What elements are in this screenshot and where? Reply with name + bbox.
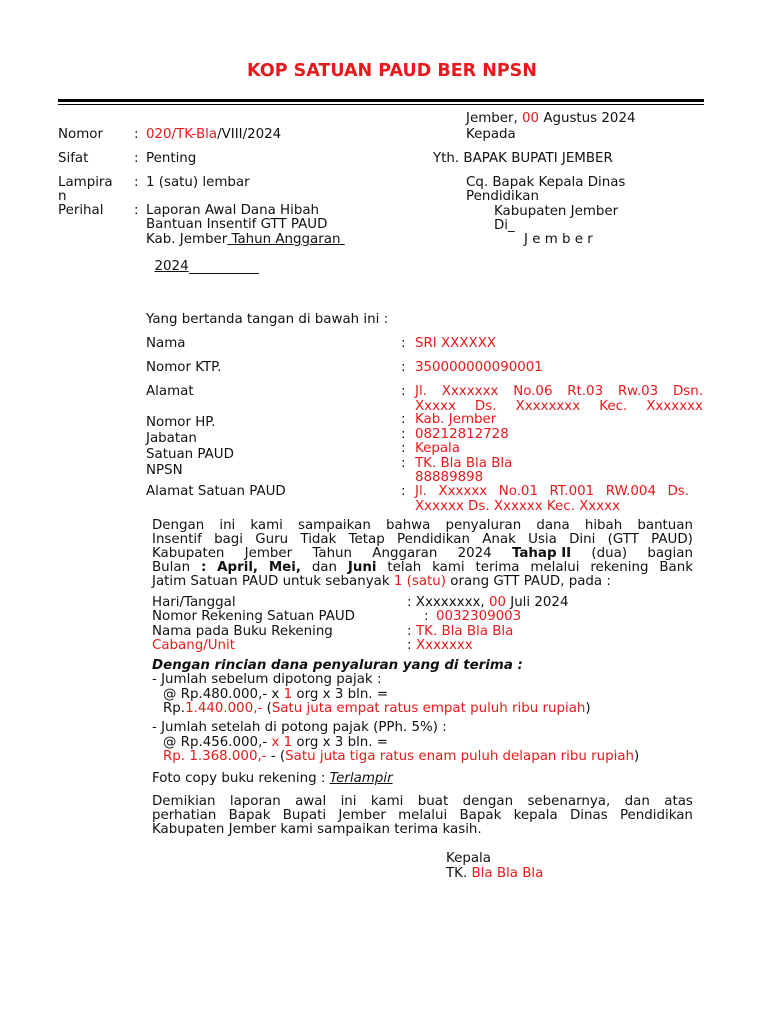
word: Jember [244,546,293,561]
after-calc-count: x 1 [271,735,293,750]
header-rule-thick [58,99,704,102]
signature-title: Kepala [446,851,491,866]
word: Tahap II [511,546,572,561]
alamat-paud-value [415,485,689,514]
nomor-prefix: 020/TK-Bla [146,127,218,142]
word: terima [475,560,520,575]
page-title: KOP SATUAN PAUD BER NPSN [247,61,537,81]
word: Kec. [599,399,628,414]
word: Jl. [415,384,427,399]
perihal-line-4 [146,246,259,274]
ktp-value: 350000000090001 [415,360,543,375]
word: kepala [513,808,558,823]
word: melalui [398,808,448,823]
nomor-value [146,128,281,142]
after-tax-calc [163,736,388,750]
word: (dua) [591,546,628,561]
perihal-line-1: Laporan Awal Dana Hibah [146,203,320,218]
word: Demikian [152,794,216,809]
jabatan-value: 08212812728 [415,427,509,442]
jabatan-colon: : [401,427,406,442]
word: Bapak [459,808,502,823]
word: Dinas [569,808,608,823]
before-total-prefix: Rp. [163,701,186,716]
body-line-2 [152,533,693,547]
word: : [200,560,207,575]
recipient-di: Di_ [494,218,515,233]
satuan-label: Satuan PAUD [146,447,234,462]
after-calc-b: org x 3 bln. = [296,735,389,750]
word: Anak [482,532,516,547]
word: awal [295,794,327,809]
signature-org-name: Bla Bla Bla [471,866,544,881]
recipient-city: J e m b e r [524,232,593,247]
word: No.06 [513,384,553,399]
body-line-3 [152,547,693,561]
date-place: Jember, [466,111,518,126]
hari-label: Hari/Tanggal [152,595,236,610]
word: rekening [590,560,649,575]
ktp-label: Nomor KTP. [146,360,222,375]
foto-value: Terlampir [329,771,393,786]
word: Rw.03 [617,384,659,399]
recipient-kab: Kabupaten Jember [494,204,619,219]
nama-rekening-colon: : [407,624,412,639]
word: Pendidikan [619,808,693,823]
letter-date [466,112,635,126]
alamat-paud-line-1 [415,485,689,500]
sifat-colon: : [134,151,139,166]
foto-label: Foto copy buku rekening : [152,771,326,786]
word: Xxxxxx [438,484,488,499]
sifat-label: Sifat [58,151,89,166]
nomor-suffix: /VIII/2024 [217,127,282,142]
body-line-5 [152,575,693,589]
before-calc-b: org x 3 bln. = [296,687,389,702]
word: melalui [530,560,580,575]
after-tax-label: - Jumlah setelah di potong pajak (PPh. 5%) : [152,720,447,735]
word: ini [340,794,357,809]
hp-label: Nomor HP. [146,415,216,430]
word: dan [624,794,650,809]
before-total-amount: 1.440.000,- [185,701,263,716]
word: bagian [647,546,693,561]
nama-label: Nama [146,336,186,351]
kepada: Kepada [466,127,516,142]
word: Tidak [300,532,337,547]
word: dana [536,518,570,533]
jabatan-label: Jabatan [146,431,197,446]
before-words-close: ) [585,701,591,716]
nama-rekening-label: Nama pada Buku Rekening [152,624,333,639]
npsn-colon: : [401,456,406,471]
word: PAUD) [651,532,693,547]
word: Tahun [312,546,353,561]
satuan-value: Kepala [415,441,460,456]
word: bagi [214,532,244,547]
lampiran-colon: : [134,175,139,190]
recipient-yth: Yth. BAPAK BUPATI JEMBER [433,151,613,166]
word: Bank [659,560,693,575]
body-line-4 [152,561,693,575]
word: bantuan [637,518,693,533]
hp-value: Kab. Jember [415,412,497,427]
word: Mei, [268,560,301,575]
word: No.01 [498,484,538,499]
before-words: Satu juta empat ratus empat puluh ribu rupiah [271,701,586,716]
npsn-label: NPSN [146,463,183,478]
identity-intro: Yang bertanda tangan di bawah ini : [146,312,389,327]
lampiran-label-1: Lampira [58,175,113,190]
word: dan [311,560,338,575]
before-tax-label: - Jumlah sebelum dipotong pajak : [152,672,382,687]
word: Insentif [152,532,202,547]
word: sebenarnya, [527,794,611,809]
word: RW.004 [605,484,656,499]
nomor-label: Nomor [58,127,103,142]
word: Bapak [228,808,271,823]
word: Xxxxx [415,399,456,414]
alamat-paud-label: Alamat Satuan PAUD [146,484,286,499]
word: perhatian [152,808,217,823]
before-calc-a: @ Rp.480.000,- x [163,687,280,702]
word: dengan [462,794,514,809]
before-tax-total [163,702,591,716]
nama-colon: : [401,336,406,351]
after-calc-a: @ Rp.456.000,- [163,735,268,750]
before-tax-calc [163,688,388,702]
nomor-colon: : [134,127,139,142]
body-line-5-c: orang GTT PAUD, pada : [450,574,611,589]
closing-line-3: Kabupaten Jember kami sampaikan terima kasih. [152,822,482,837]
word: Xxxxxxxx [515,399,581,414]
cabang-label: Cabang/Unit [152,638,236,653]
word: atas [664,794,693,809]
after-words-close: ) [634,749,640,764]
perihal-tahun: Tahun Anggaran [227,232,345,247]
word: 2024 [457,546,492,561]
cabang-value: Xxxxxxx [416,638,473,653]
word: hibah [584,518,623,533]
perihal-blank-line [189,260,259,274]
ktp-colon: : [401,360,406,375]
alamat-line-1 [415,385,703,400]
date-month-year: Agustus 2024 [543,111,636,126]
alamat-paud-line-2: Xxxxxx Ds. Xxxxxx Kec. Xxxxx [415,499,621,514]
word: Dsn. [672,384,703,399]
body-line-1 [152,519,693,533]
word: RT.001 [549,484,595,499]
perihal-year: 2024 [154,259,189,274]
after-words: Satu juta tiga ratus enam puluh delapan ribu rupiah [285,749,635,764]
word: Rt.03 [567,384,604,399]
word: Bulan [152,560,191,575]
nama-rekening-value: TK. Bla Bla Bla [416,624,514,639]
word: laporan [229,794,281,809]
closing-line-1 [152,795,693,809]
alamat-value [415,385,703,415]
alamat-paud-colon: : [401,484,406,499]
rekening-label: Nomor Rekening Satuan PAUD [152,609,355,624]
closing-line-2 [152,809,693,823]
lampiran-value: 1 (satu) lembar [146,175,250,190]
alamat-label: Alamat [146,384,194,399]
recipient-pendidikan: Pendidikan [466,189,539,204]
header-rule-thin [58,104,704,105]
rekening-value: 0032309003 [436,609,522,624]
word: kami [432,560,465,575]
date-day: 00 [522,111,540,126]
closing-paragraph [152,795,693,837]
after-words-open: ( [279,749,286,764]
word: sampaikan [298,518,371,533]
cabang-colon: : [407,638,412,653]
word: Jember [338,808,386,823]
word: Xxxxxxx [646,399,703,414]
word: Guru [255,532,289,547]
word: Anggaran [372,546,438,561]
after-tax-total: Rp. 1.368.000,- - (Satu juta tiga ratus enam puluh delapan ribu rupiah) [163,749,640,764]
perihal-line-2: Bantuan Insentif GTT PAUD [146,217,328,232]
word: kami [370,794,404,809]
hari-suffix: Juli 2024 [510,595,569,610]
word: telah [387,560,422,575]
word: ini [219,518,236,533]
nama-value: SRI XXXXXX [415,336,497,351]
word: Dengan [152,518,205,533]
foto-copy-line [152,772,393,786]
sifat-value: Penting [146,151,197,166]
word: Xxxxxxx [441,384,499,399]
word: April, [217,560,258,575]
perihal-kab: Kab. Jember [146,232,228,247]
word: Ds. [474,399,497,414]
word: Usia [528,532,557,547]
after-total-amount: Rp. 1.368.000,- [163,749,267,764]
before-words-open: ( [266,701,272,716]
hari-value [407,596,568,610]
hari-prefix: : Xxxxxxxx, [407,595,485,610]
perihal-line-3 [146,233,345,247]
signature-org [446,867,543,881]
signature-org-prefix: TK. [446,866,468,881]
word: Bupati [282,808,327,823]
word: kami [250,518,283,533]
satuan-colon: : [401,441,406,456]
word: Kabupaten [152,546,225,561]
word: (GTT [607,532,639,547]
word: Dini [569,532,596,547]
before-calc-count: 1 [283,687,293,702]
word: buat [417,794,449,809]
recipient-cq: Cq. Bapak Kepala Dinas [466,175,626,190]
hari-day: 00 [488,595,506,610]
alamat-colon: : [401,384,406,399]
perihal-label: Perihal [58,203,104,218]
word: Tetap [348,532,385,547]
body-line-5-a: Jatim Satuan PAUD untuk sebanyak [152,574,390,589]
npsn-value: TK. Bla Bla Bla [415,456,513,471]
hp-colon: : [401,412,406,427]
body-line-5-count: 1 (satu) [393,574,447,589]
rincian-heading: Dengan rincian dana penyaluran yang di terima : [152,658,523,673]
word: Ds. [667,484,689,499]
word: Jl. [415,484,427,499]
word: penyaluran [445,518,522,533]
word: bahwa [385,518,431,533]
body-paragraph [152,519,693,589]
npsn-number: 88889898 [415,470,484,485]
word: Juni [347,560,377,575]
word: Pendidikan [397,532,470,547]
rekening-colon: : [424,609,429,624]
perihal-colon: : [134,203,139,218]
lampiran-label-2: n [58,189,67,204]
